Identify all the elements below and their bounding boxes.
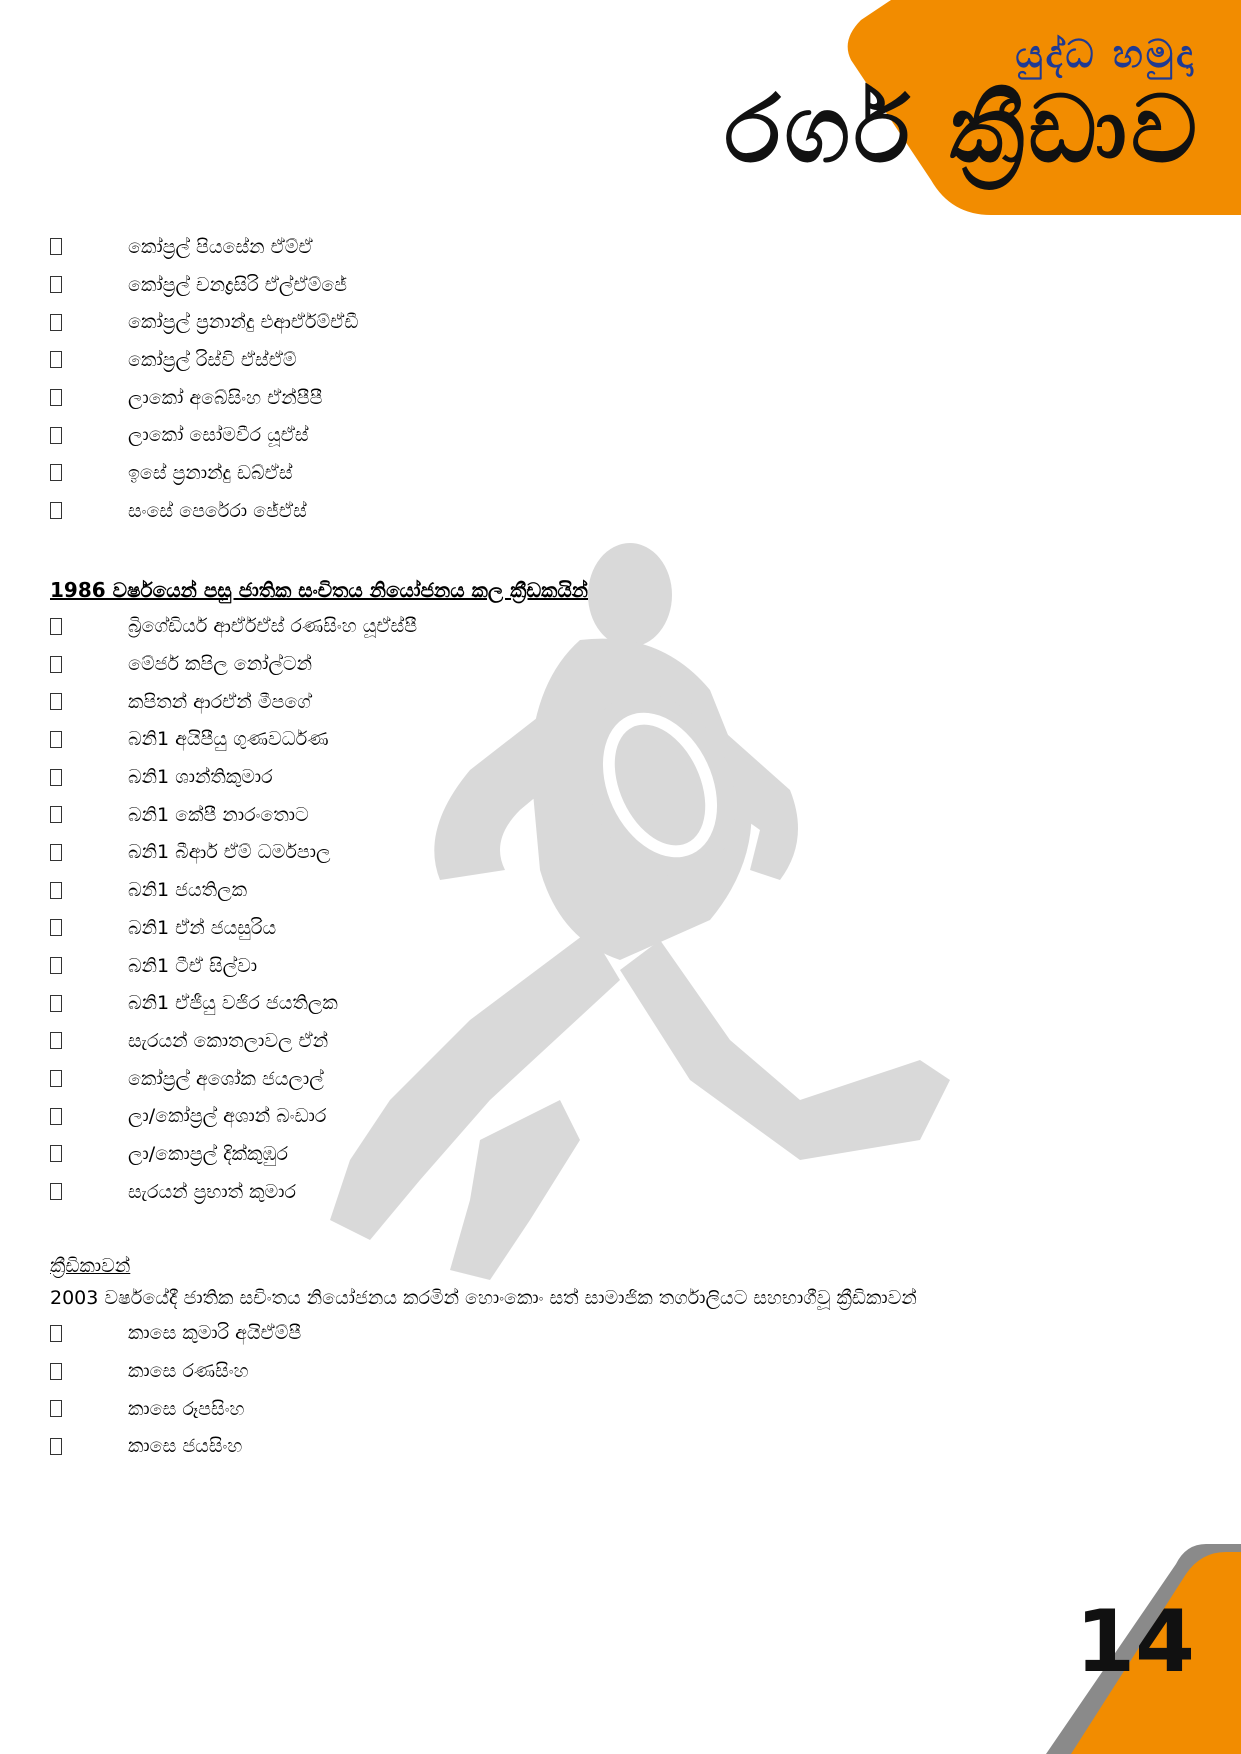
list-item-text: ලා/කෝප්‍රල් අශාන් බංඩාර (128, 1105, 327, 1128)
list-item (50, 834, 1200, 872)
list-item-text: කාසෙ රූපසිංහ (128, 1397, 245, 1420)
list-item (50, 1060, 1200, 1098)
header-title: රගර් ක්‍රීඩාව (724, 76, 1201, 183)
page-number: 14 (1075, 1592, 1195, 1692)
list-item (50, 1428, 1200, 1466)
bullet-icon (50, 1438, 62, 1455)
list-item-text: කෝප්‍රල් ප්‍රනාන්දු එආර්ඒම්ඒඩී (128, 311, 359, 334)
bullet-icon (50, 882, 62, 899)
bullet-icon (50, 1183, 62, 1200)
list-item (50, 454, 1200, 492)
list-item-text: කෝප්‍රල් රිස්වි ඒස්ඒම් (128, 348, 297, 371)
list-item-text: කෝප්‍රල් පියසේන ඒම්ඒ (128, 235, 313, 258)
bullet-icon (50, 1145, 62, 1162)
bullet-icon (50, 1108, 62, 1125)
list-item-text: බනි1 ශාන්තිකුමාර (128, 766, 273, 789)
list-item (50, 608, 1200, 646)
bullet-icon (50, 618, 62, 635)
list-item-text: කාසෙ රණසිංහ (128, 1360, 249, 1383)
list-item-text: මේජර් කපිල නෝල්ටන් (128, 653, 313, 676)
list-item-text: සැරයන් කොතලාවල ඒන් (128, 1029, 329, 1052)
bullet-icon (50, 351, 62, 368)
list-item-text: ලාකෝ අබේසිංහ ඒන්පීපී (128, 386, 323, 409)
list-item (50, 721, 1200, 759)
list-item-text: සංසේ පෙරේරා ජේඒස් (128, 499, 307, 522)
list-item-text: ලා/කොප්‍රල් දික්කුඹුර (128, 1142, 289, 1165)
bullet-icon (50, 656, 62, 673)
list-item (50, 379, 1200, 417)
list-item-text: කාසෙ කුමාරි අයිඒම්පී (128, 1322, 302, 1345)
list-item (50, 341, 1200, 379)
list-item (50, 228, 1200, 266)
list-item (50, 947, 1200, 985)
list-item (50, 1315, 1200, 1353)
bullet-icon (50, 427, 62, 444)
bullet-icon (50, 276, 62, 293)
bullet-icon (50, 502, 62, 519)
header-subtitle: යුද්ධ හමුදා (1015, 32, 1196, 76)
bullet-icon (50, 1070, 62, 1087)
bullet-icon (50, 995, 62, 1012)
list-item-text: කෝප්‍රල් අශෝක ජයලාල් (128, 1067, 324, 1090)
bullet-icon (50, 1400, 62, 1417)
list-item-text: බනි1 ටීඒ සිල්වා (128, 954, 258, 977)
list-item-text: ඉසේ ප්‍රනාන්දු ඩබ්ඒස් (128, 461, 293, 484)
list-item (50, 303, 1200, 341)
section-description: 2003 වර්ෂයේදී ජාතික සචිංතය නියෝජනය කරමින් හොංකොං සත් සාමාජික තර්ගාලියට සහභාගීවූ ක්‍රීඩිකාවන් (50, 1286, 917, 1309)
list-item-text: කපිතන් ආරඒන් මීපගේ (128, 690, 311, 713)
list-item-text: ලාකෝ සෝමවීර යූඒස් (128, 424, 309, 447)
bullet-icon (50, 1032, 62, 1049)
section-heading-national-pool: 1986 වර්ෂයෙන් පසු ජාතික සංචිතය නියෝජනය කල ක්‍රීඩකයින් (50, 577, 589, 602)
list-item-text: බ්‍රිගේඩියර් ආර්ඒඒස් රණසිංහ යූඒස්පී (128, 615, 418, 638)
list-item-text: සැරයන් ප්‍රභාත් කුමාර (128, 1180, 296, 1203)
list-item (50, 1022, 1200, 1060)
list-item (50, 871, 1200, 909)
player-list-3 (50, 1315, 1200, 1466)
list-item (50, 1390, 1200, 1428)
bullet-icon (50, 238, 62, 255)
bullet-icon (50, 693, 62, 710)
bullet-icon (50, 464, 62, 481)
bullet-icon (50, 769, 62, 786)
list-item (50, 266, 1200, 304)
list-item-text: බනි1 බීආර් ඒම් ධර්මපාල (128, 841, 331, 864)
list-item (50, 984, 1200, 1022)
list-item (50, 1352, 1200, 1390)
bullet-icon (50, 389, 62, 406)
bullet-icon (50, 957, 62, 974)
list-item (50, 683, 1200, 721)
list-item (50, 909, 1200, 947)
bullet-icon (50, 919, 62, 936)
list-item-text: බනි1 කේපී නාරංතොට (128, 803, 309, 826)
list-item (50, 645, 1200, 683)
bullet-icon (50, 844, 62, 861)
player-list-2 (50, 608, 1200, 1211)
bullet-icon (50, 314, 62, 331)
bullet-icon (50, 1325, 62, 1342)
page-content (50, 228, 1200, 1465)
bullet-icon (50, 731, 62, 748)
list-item (50, 796, 1200, 834)
list-item (50, 492, 1200, 530)
list-item-text: බනි1 ඒන් ජයසුරිය (128, 916, 277, 939)
list-item-text: බනි1 අයිපීයු ගුණවර්ධණ (128, 728, 329, 751)
list-item (50, 758, 1200, 796)
list-item-text: බනි1 ඒජීයු වජිර ජයතිලක (128, 992, 338, 1015)
bullet-icon (50, 806, 62, 823)
list-item (50, 416, 1200, 454)
list-item (50, 1135, 1200, 1173)
section-heading-women-players: ක්‍රීඩිකාවන් (50, 1254, 131, 1277)
list-item-text: කාසෙ ජයසිංහ (128, 1435, 243, 1458)
list-item-text: කෝප්‍රල් චනද්‍රසිරි ඒල්ඒම්ජේ (128, 273, 348, 296)
list-item (50, 1097, 1200, 1135)
bullet-icon (50, 1363, 62, 1380)
list-item-text: බනි1 ජයතිලක (128, 879, 248, 902)
list-item (50, 1173, 1200, 1211)
player-list-1 (50, 228, 1200, 530)
